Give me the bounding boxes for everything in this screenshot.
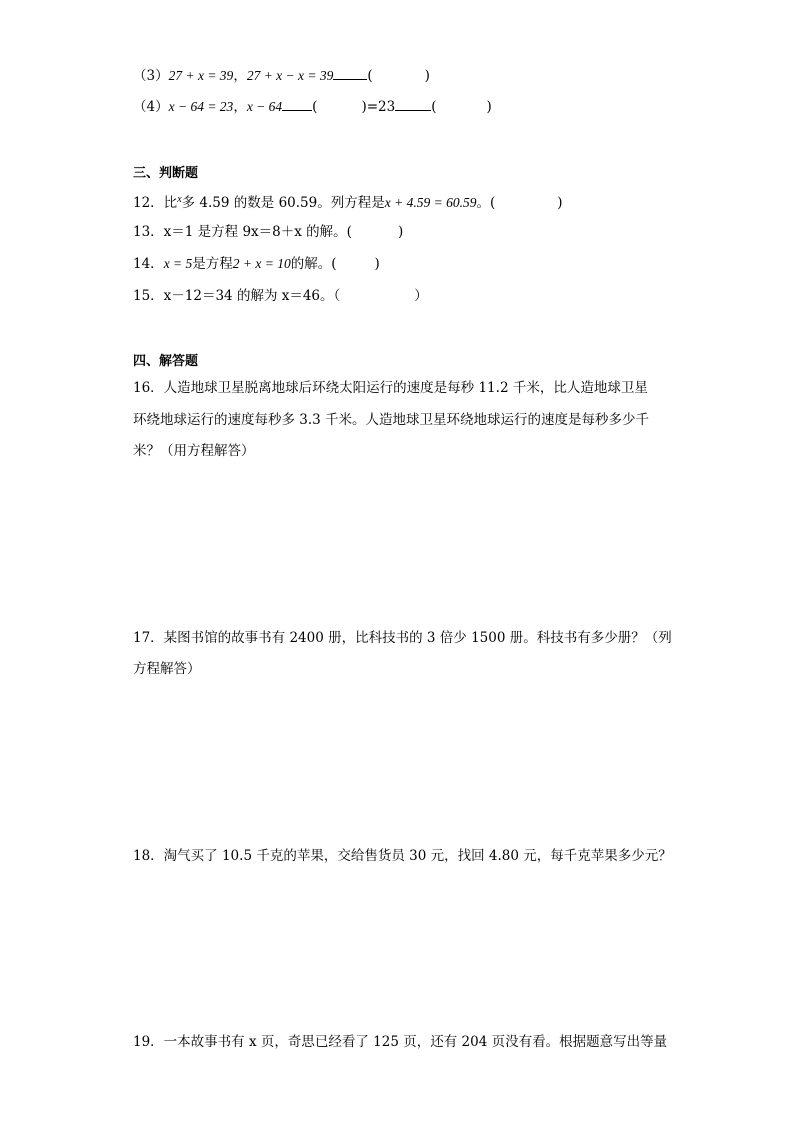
question-16-line-3: 米？（用方程解答） (133, 443, 255, 459)
paren-close: ） (414, 288, 428, 304)
question-17-line-2: 方程解答） (133, 661, 201, 677)
question-text: 12．比 (133, 195, 178, 211)
question-text: 。( (476, 195, 496, 211)
paren-close: ) (486, 99, 492, 115)
equation: 27 + x = 39 (168, 68, 234, 83)
paren-open: ( (312, 99, 318, 115)
question-18-line-1: 18．淘气买了 10.5 千克的苹果，交给售货员 30 元，找回 4.80 元，每千克苹果多少元？ (133, 848, 672, 864)
section-title-judgement: 三、判断题 (133, 166, 199, 181)
paren-close: ) (374, 256, 380, 272)
item-number: （4） (133, 99, 169, 115)
item-number: （3） (133, 68, 169, 84)
question-15 (133, 286, 428, 306)
equation: 2 + x = 10 (232, 256, 291, 271)
question-16-line-2: 环绕地球运行的速度每秒多 3.3 千米。人造地球卫星环绕地球运行的速度是每秒多少千 (133, 412, 650, 428)
fill-item-4 (133, 97, 492, 117)
question-14 (133, 254, 380, 274)
equation: x + 4.59 = 60.59 (384, 195, 477, 210)
question-text: 是方程 (192, 256, 233, 272)
fill-item-3 (133, 66, 430, 86)
equals-text: )=23 (361, 99, 396, 115)
equation: x − 64 (246, 99, 283, 114)
separator: ， (233, 99, 247, 115)
variable: x (177, 194, 182, 205)
question-text: 14． (133, 256, 164, 272)
separator: ， (233, 68, 247, 84)
question-text: 15．x－12＝34 的解为 x＝46。（ (133, 288, 341, 304)
paren-close: ) (424, 68, 430, 84)
answer-blank[interactable] (282, 97, 312, 111)
question-13 (133, 222, 403, 242)
question-16-line-1: 16．人造地球卫星脱离地球后环绕太阳运行的速度是每秒 11.2 千米，比人造地球卫星 (133, 380, 648, 396)
paren-open: ( (367, 68, 373, 84)
question-text: 多 4.59 的数是 60.59。列方程是 (181, 195, 385, 211)
paren-close: ) (397, 224, 404, 240)
equation: x − 64 = 23 (168, 99, 234, 114)
equation: 27 + x − x = 39 (246, 68, 334, 83)
question-text: 13．x＝1 是方程 9x＝8＋x 的解。( (133, 224, 352, 240)
question-19-line-1: 19．一本故事书有 x 页，奇思已经看了 125 页，还有 204 页没有看。根据题意写出等量 (133, 1034, 668, 1050)
section-title-answer: 四、解答题 (133, 354, 199, 369)
question-17-line-1: 17．某图书馆的故事书有 2400 册，比科技书的 3 倍少 1500 册。科技书有多少册？（列 (133, 630, 672, 646)
question-text: 的解。( (290, 256, 337, 272)
equation: x = 5 (163, 256, 193, 271)
question-12 (133, 190, 563, 213)
answer-blank[interactable] (395, 97, 431, 111)
answer-blank[interactable] (333, 66, 367, 80)
paren-close: ) (557, 195, 563, 211)
paren-open: ( (431, 99, 437, 115)
